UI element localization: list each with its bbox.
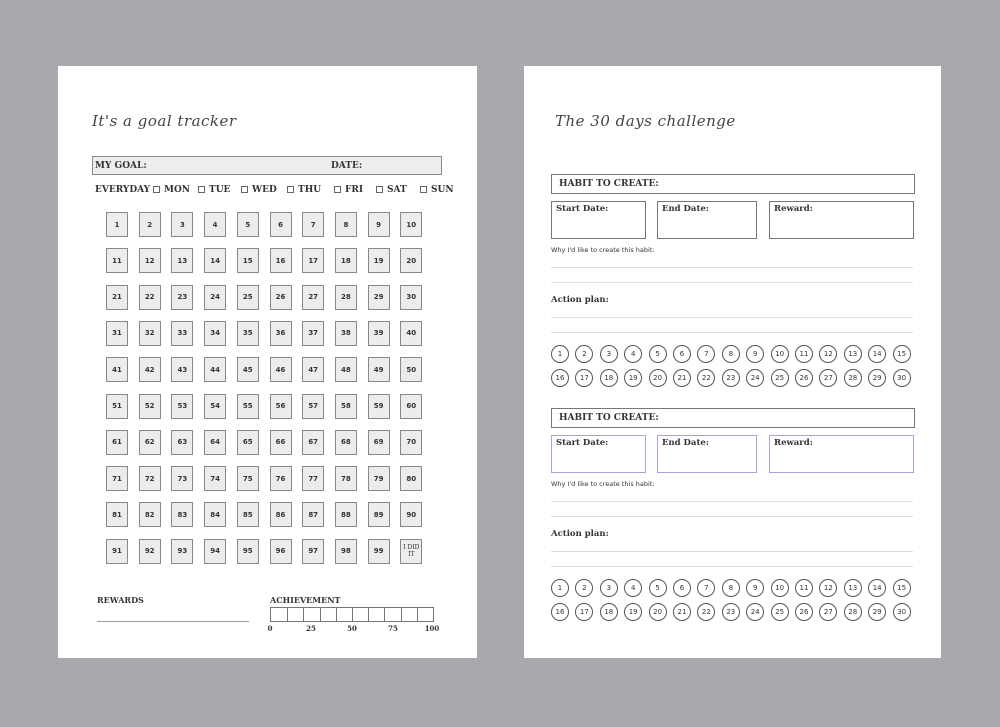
tracker-cell[interactable]: 28 <box>335 285 357 310</box>
tracker-cell[interactable]: 83 <box>171 502 193 527</box>
achievement-bar[interactable] <box>270 607 434 622</box>
day-circle[interactable]: 4 <box>624 345 642 363</box>
tracker-cell[interactable]: 61 <box>106 430 128 455</box>
achievement-segment-divider <box>320 608 321 621</box>
tracker-cell[interactable]: 34 <box>204 321 226 346</box>
tracker-cell[interactable]: 68 <box>335 430 357 455</box>
tracker-cell[interactable]: 5 <box>237 212 259 237</box>
tracker-cell[interactable]: 71 <box>106 466 128 491</box>
tracker-cell[interactable]: 7 <box>302 212 324 237</box>
tracker-cell[interactable]: 79 <box>368 466 390 491</box>
tracker-cell[interactable]: 32 <box>139 321 161 346</box>
day-circle[interactable]: 29 <box>868 369 886 387</box>
rewards-label: REWARDS <box>97 595 144 605</box>
tracker-cell[interactable]: 26 <box>270 285 292 310</box>
tracker-cell[interactable]: 80 <box>400 466 422 491</box>
tracker-cell[interactable]: 47 <box>302 357 324 382</box>
start-date-field[interactable]: Start Date: <box>551 201 646 239</box>
date-label: DATE: <box>331 161 363 171</box>
day-circle[interactable]: 3 <box>600 579 618 597</box>
day-circle[interactable]: 9 <box>746 345 764 363</box>
habit-to-create-field[interactable]: HABIT TO CREATE: <box>551 174 915 194</box>
day-checkbox[interactable] <box>376 186 383 193</box>
tracker-cell[interactable]: 97 <box>302 539 324 564</box>
day-circle[interactable]: 7 <box>697 345 715 363</box>
tracker-cell[interactable]: 69 <box>368 430 390 455</box>
day-circle[interactable]: 22 <box>697 369 715 387</box>
writing-line[interactable] <box>551 282 913 283</box>
tracker-cell[interactable]: 33 <box>171 321 193 346</box>
day-circle[interactable]: 12 <box>819 345 837 363</box>
day-circle[interactable]: 28 <box>844 603 862 621</box>
tracker-cell[interactable]: 76 <box>270 466 292 491</box>
tracker-cell[interactable]: 40 <box>400 321 422 346</box>
reward-field[interactable]: Reward: <box>769 201 914 239</box>
day-circle[interactable]: 25 <box>771 603 789 621</box>
day-label: SUN <box>431 185 454 195</box>
habit-to-create-field[interactable]: HABIT TO CREATE: <box>551 408 915 428</box>
day-circle[interactable]: 30 <box>893 369 911 387</box>
tracker-cell[interactable]: 22 <box>139 285 161 310</box>
day-circle[interactable]: 4 <box>624 579 642 597</box>
tracker-cell[interactable]: 20 <box>400 248 422 273</box>
day-circle[interactable]: 17 <box>575 603 593 621</box>
writing-line[interactable] <box>551 516 913 517</box>
day-label: FRI <box>345 185 364 195</box>
day-label: MON <box>164 185 191 195</box>
day-circle[interactable]: 27 <box>819 369 837 387</box>
tracker-cell[interactable]: 17 <box>302 248 324 273</box>
tracker-cell[interactable]: 16 <box>270 248 292 273</box>
page-title: It's a goal tracker <box>92 112 237 130</box>
day-checkbox[interactable] <box>241 186 248 193</box>
tracker-cell[interactable]: 74 <box>204 466 226 491</box>
day-circle[interactable]: 11 <box>795 345 813 363</box>
tracker-cell[interactable]: 82 <box>139 502 161 527</box>
day-circle[interactable]: 6 <box>673 345 691 363</box>
achievement-tick: 0 <box>267 624 273 633</box>
day-circle[interactable]: 30 <box>893 603 911 621</box>
tracker-cell[interactable]: 54 <box>204 394 226 419</box>
tracker-cell[interactable]: 24 <box>204 285 226 310</box>
tracker-cell[interactable]: 29 <box>368 285 390 310</box>
day-circle[interactable]: 20 <box>649 603 667 621</box>
tracker-cell[interactable]: 92 <box>139 539 161 564</box>
goal-field[interactable] <box>92 156 442 175</box>
writing-line[interactable] <box>551 267 913 268</box>
tracker-cell[interactable]: 98 <box>335 539 357 564</box>
tracker-cell[interactable]: 10 <box>400 212 422 237</box>
tracker-cell[interactable]: 41 <box>106 357 128 382</box>
tracker-cell[interactable]: 2 <box>139 212 161 237</box>
page-title: The 30 days challenge <box>555 112 736 130</box>
day-checkbox[interactable] <box>198 186 205 193</box>
achievement-segment-divider <box>368 608 369 621</box>
tracker-cell[interactable]: 85 <box>237 502 259 527</box>
tracker-cell[interactable]: 78 <box>335 466 357 491</box>
day-circle[interactable]: 6 <box>673 579 691 597</box>
day-circle[interactable]: 16 <box>551 603 569 621</box>
reward-field[interactable]: Reward: <box>769 435 914 473</box>
tracker-cell[interactable]: 13 <box>171 248 193 273</box>
day-circle[interactable]: 23 <box>722 603 740 621</box>
tracker-cell[interactable]: 84 <box>204 502 226 527</box>
tracker-cell[interactable]: 52 <box>139 394 161 419</box>
day-circle[interactable]: 23 <box>722 369 740 387</box>
tracker-cell[interactable]: 4 <box>204 212 226 237</box>
day-circle[interactable]: 19 <box>624 603 642 621</box>
everyday-label: EVERYDAY <box>95 185 151 195</box>
tracker-cell[interactable]: 25 <box>237 285 259 310</box>
day-checkbox[interactable] <box>153 186 160 193</box>
tracker-cell[interactable]: 91 <box>106 539 128 564</box>
tracker-cell[interactable]: 96 <box>270 539 292 564</box>
achievement-tick: 25 <box>306 624 316 633</box>
day-circle[interactable]: 1 <box>551 579 569 597</box>
day-checkbox[interactable] <box>420 186 427 193</box>
day-label: TUE <box>209 185 231 195</box>
day-label: THU <box>298 185 322 195</box>
day-circle[interactable]: 24 <box>746 603 764 621</box>
tracker-cell[interactable]: 62 <box>139 430 161 455</box>
day-circle[interactable]: 8 <box>722 345 740 363</box>
tracker-cell[interactable]: 36 <box>270 321 292 346</box>
achievement-segment-divider <box>303 608 304 621</box>
tracker-cell[interactable]: 6 <box>270 212 292 237</box>
day-circle[interactable]: 21 <box>673 603 691 621</box>
tracker-cell[interactable]: 94 <box>204 539 226 564</box>
why-label: Why I'd like to create this habit: <box>551 480 655 488</box>
writing-line[interactable] <box>551 501 913 502</box>
why-label: Why I'd like to create this habit: <box>551 246 655 254</box>
tracker-cell[interactable]: 87 <box>302 502 324 527</box>
day-circle[interactable]: 10 <box>771 345 789 363</box>
day-label: WED <box>252 185 277 195</box>
day-circle[interactable]: 18 <box>600 369 618 387</box>
day-circle[interactable]: 27 <box>819 603 837 621</box>
day-circle[interactable]: 18 <box>600 603 618 621</box>
day-label: SAT <box>387 185 407 195</box>
tracker-cell[interactable]: 8 <box>335 212 357 237</box>
start-date-field[interactable]: Start Date: <box>551 435 646 473</box>
challenge-page <box>524 66 941 658</box>
day-circle[interactable]: 22 <box>697 603 715 621</box>
day-circle[interactable]: 12 <box>819 579 837 597</box>
day-circle[interactable]: 3 <box>600 345 618 363</box>
tracker-cell[interactable]: 49 <box>368 357 390 382</box>
tracker-cell[interactable]: 73 <box>171 466 193 491</box>
day-circle[interactable]: 5 <box>649 579 667 597</box>
day-circle[interactable]: 14 <box>868 345 886 363</box>
tracker-cell[interactable]: 14 <box>204 248 226 273</box>
tracker-cell[interactable]: 44 <box>204 357 226 382</box>
writing-line[interactable] <box>551 317 913 318</box>
day-circle[interactable]: 17 <box>575 369 593 387</box>
day-circle[interactable]: 19 <box>624 369 642 387</box>
tracker-cell[interactable]: 93 <box>171 539 193 564</box>
tracker-cell[interactable]: 63 <box>171 430 193 455</box>
tracker-cell[interactable]: 99 <box>368 539 390 564</box>
day-circle[interactable]: 24 <box>746 369 764 387</box>
day-circle[interactable]: 15 <box>893 345 911 363</box>
achievement-label: ACHIEVEMENT <box>270 595 341 605</box>
tracker-cell[interactable]: 30 <box>400 285 422 310</box>
tracker-cell[interactable]: 53 <box>171 394 193 419</box>
writing-line[interactable] <box>551 332 913 333</box>
day-checkbox[interactable] <box>334 186 341 193</box>
day-circle[interactable]: 10 <box>771 579 789 597</box>
tracker-cell[interactable]: 72 <box>139 466 161 491</box>
achievement-segment-divider <box>352 608 353 621</box>
day-checkbox[interactable] <box>287 186 294 193</box>
tracker-cell[interactable]: 21 <box>106 285 128 310</box>
day-circle[interactable]: 11 <box>795 579 813 597</box>
tracker-cell[interactable]: 89 <box>368 502 390 527</box>
end-date-field[interactable]: End Date: <box>657 435 757 473</box>
tracker-cell[interactable]: 56 <box>270 394 292 419</box>
day-circle[interactable]: 26 <box>795 603 813 621</box>
achievement-tick: 100 <box>424 624 440 633</box>
tracker-cell[interactable]: 95 <box>237 539 259 564</box>
tracker-cell[interactable]: 19 <box>368 248 390 273</box>
day-circle[interactable]: 29 <box>868 603 886 621</box>
day-circle[interactable]: 25 <box>771 369 789 387</box>
action-plan-label: Action plan: <box>551 529 609 539</box>
tracker-cell[interactable]: 12 <box>139 248 161 273</box>
achievement-segment-divider <box>336 608 337 621</box>
tracker-cell[interactable]: 88 <box>335 502 357 527</box>
achievement-tick: 50 <box>347 624 357 633</box>
tracker-cell[interactable]: 67 <box>302 430 324 455</box>
day-circle[interactable]: 2 <box>575 579 593 597</box>
day-circle[interactable]: 26 <box>795 369 813 387</box>
tracker-cell[interactable]: 1 <box>106 212 128 237</box>
tracker-cell[interactable]: 23 <box>171 285 193 310</box>
tracker-cell[interactable]: 43 <box>171 357 193 382</box>
weekday-selector <box>95 184 455 198</box>
day-circle[interactable]: 14 <box>868 579 886 597</box>
end-date-field[interactable]: End Date: <box>657 201 757 239</box>
achievement-segment-divider <box>401 608 402 621</box>
tracker-cell[interactable]: 42 <box>139 357 161 382</box>
tracker-cell[interactable]: 45 <box>237 357 259 382</box>
tracker-cell[interactable]: 55 <box>237 394 259 419</box>
day-circle[interactable]: 20 <box>649 369 667 387</box>
rewards-line[interactable] <box>97 621 249 622</box>
tracker-cell[interactable]: 38 <box>335 321 357 346</box>
day-circle[interactable]: 9 <box>746 579 764 597</box>
action-plan-label: Action plan: <box>551 295 609 305</box>
tracker-cell[interactable]: 81 <box>106 502 128 527</box>
day-circle[interactable]: 13 <box>844 345 862 363</box>
tracker-cell[interactable]: 86 <box>270 502 292 527</box>
tracker-cell[interactable]: 18 <box>335 248 357 273</box>
tracker-cell[interactable]: 77 <box>302 466 324 491</box>
tracker-cell[interactable]: 50 <box>400 357 422 382</box>
tracker-cell[interactable]: 75 <box>237 466 259 491</box>
day-circle[interactable]: 8 <box>722 579 740 597</box>
achievement-tick: 75 <box>388 624 398 633</box>
tracker-cell[interactable]: 37 <box>302 321 324 346</box>
tracker-cell[interactable]: 11 <box>106 248 128 273</box>
day-circle[interactable]: 15 <box>893 579 911 597</box>
tracker-cell[interactable]: 90 <box>400 502 422 527</box>
achievement-segment-divider <box>417 608 418 621</box>
tracker-cell[interactable]: 31 <box>106 321 128 346</box>
writing-line[interactable] <box>551 566 913 567</box>
writing-line[interactable] <box>551 551 913 552</box>
tracker-cell[interactable]: 65 <box>237 430 259 455</box>
tracker-cell[interactable]: 60 <box>400 394 422 419</box>
day-circle[interactable]: 7 <box>697 579 715 597</box>
tracker-cell[interactable]: 3 <box>171 212 193 237</box>
tracker-cell[interactable]: 64 <box>204 430 226 455</box>
tracker-cell[interactable]: 57 <box>302 394 324 419</box>
goal-tracker-page <box>58 66 477 658</box>
tracker-cell[interactable]: 58 <box>335 394 357 419</box>
tracker-cell[interactable]: 51 <box>106 394 128 419</box>
tracker-cell[interactable]: 9 <box>368 212 390 237</box>
day-circle[interactable]: 28 <box>844 369 862 387</box>
tracker-cell[interactable]: 66 <box>270 430 292 455</box>
day-circle[interactable]: 13 <box>844 579 862 597</box>
day-circle[interactable]: 21 <box>673 369 691 387</box>
day-circle[interactable]: 5 <box>649 345 667 363</box>
day-circle[interactable]: 1 <box>551 345 569 363</box>
tracker-cell[interactable]: 15 <box>237 248 259 273</box>
tracker-cell[interactable]: 46 <box>270 357 292 382</box>
tracker-cell[interactable]: 39 <box>368 321 390 346</box>
tracker-cell[interactable]: 48 <box>335 357 357 382</box>
tracker-cell[interactable]: 27 <box>302 285 324 310</box>
tracker-cell[interactable]: 59 <box>368 394 390 419</box>
achievement-segment-divider <box>287 608 288 621</box>
day-circle[interactable]: 2 <box>575 345 593 363</box>
my-goal-label: MY GOAL: <box>95 161 147 171</box>
day-circle[interactable]: 16 <box>551 369 569 387</box>
tracker-cell[interactable]: 35 <box>237 321 259 346</box>
achievement-segment-divider <box>384 608 385 621</box>
tracker-cell[interactable]: 70 <box>400 430 422 455</box>
completion-cell[interactable]: I DID IT <box>400 539 422 564</box>
